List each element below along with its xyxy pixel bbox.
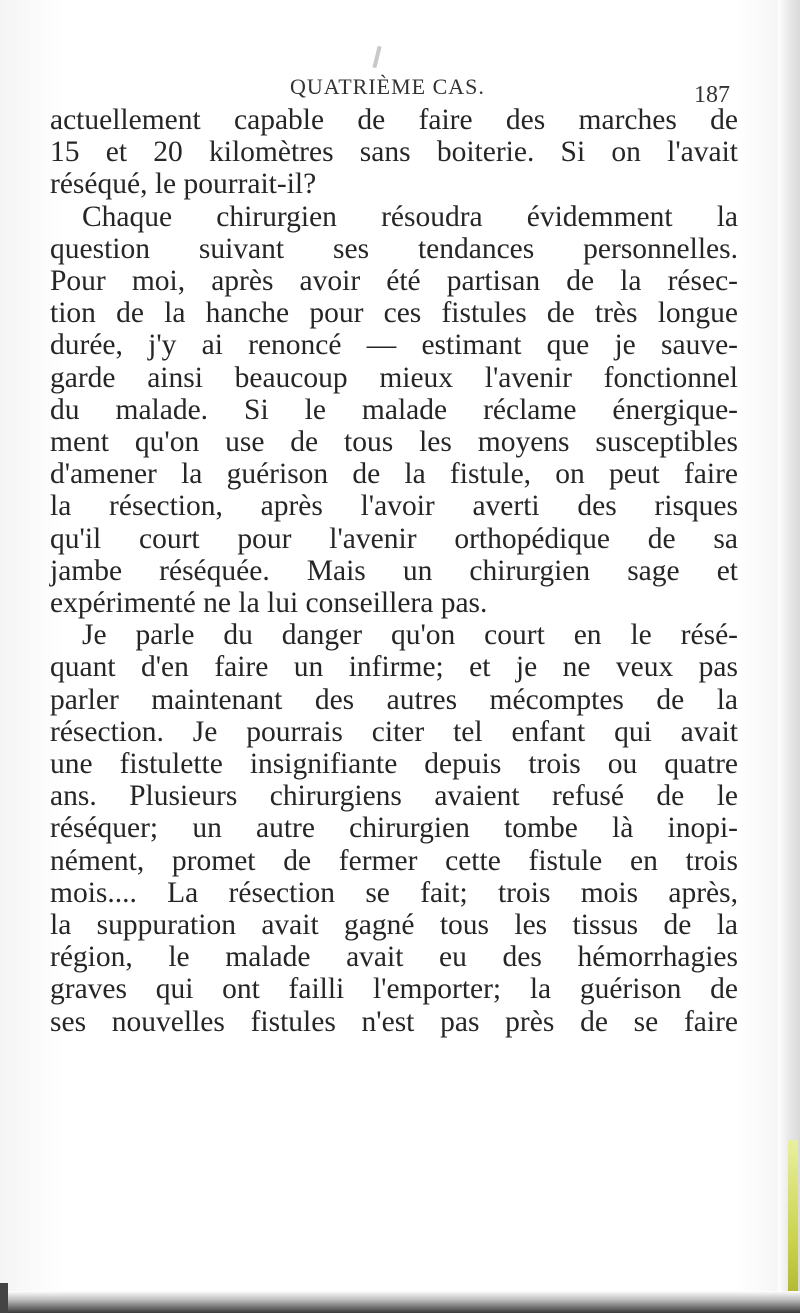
text-line: région, le malade avait eu des hémorrhagies xyxy=(50,941,738,974)
body-text xyxy=(50,104,738,1038)
text-line: Pour moi, après avoir été partisan de la résec- xyxy=(50,265,738,298)
text-line: d'amener la guérison de la fistule, on peut faire xyxy=(50,458,738,491)
text-line: du malade. Si le malade réclame énergique- xyxy=(50,393,738,426)
text-line: expérimenté ne la lui conseillera pas. xyxy=(50,587,488,620)
text-line: ses nouvelles fistules n'est pas près de se faire xyxy=(50,1005,738,1038)
text-line: Je parle du danger qu'on court en le résé- xyxy=(82,619,738,652)
text-line: Chaque chirurgien résoudra évidemment la xyxy=(82,200,738,233)
text-line: tion de la hanche pour ces fistules de très longue xyxy=(50,297,738,330)
text-line: question suivant ses tendances personnelles. xyxy=(50,232,738,265)
text-line: mois.... La résection se fait; trois mois après, xyxy=(50,876,738,909)
page-number: 187 xyxy=(694,82,730,108)
text-line: durée, j'y ai renoncé — estimant que je sauve- xyxy=(50,329,738,362)
text-line: ans. Plusieurs chirurgiens avaient refusé de le xyxy=(50,780,738,813)
text-line: garde ainsi beaucoup mieux l'avenir fonctionnel xyxy=(50,361,738,394)
text-line: réséqué, le pourrait-il? xyxy=(50,168,317,201)
text-line: la résection, après l'avoir averti des risques xyxy=(50,490,738,523)
page-corner-shadow xyxy=(0,1283,8,1313)
running-title: QUATRIÈME CAS. xyxy=(290,74,485,99)
text-line: jambe réséquée. Mais un chirurgien sage et xyxy=(50,554,738,587)
text-line: résection. Je pourrais citer tel enfant qui avait xyxy=(50,715,738,748)
text-line: quant d'en faire un infirme; et je ne veux pas xyxy=(50,651,738,684)
text-line: actuellement capable de faire des marches de xyxy=(50,104,738,136)
text-line: graves qui ont failli l'emporter; la guérison de xyxy=(50,973,738,1006)
text-line: parler maintenant des autres mécomptes de la xyxy=(50,683,738,716)
text-line: ment qu'on use de tous les moyens susceptibles xyxy=(50,426,738,459)
text-line: 15 et 20 kilomètres sans boiterie. Si on l'avait xyxy=(50,136,738,169)
text-line: la suppuration avait gagné tous les tissus de la xyxy=(50,909,738,942)
binding-edge xyxy=(788,1140,798,1313)
text-line: réséquer; un autre chirurgien tombe là inopi- xyxy=(50,812,738,845)
paper-mark xyxy=(372,46,381,68)
text-line: nément, promet de fermer cette fistule en trois xyxy=(50,844,738,877)
page-edge-bottom xyxy=(0,1291,800,1313)
text-line: une fistulette insignifiante depuis trois ou quatre xyxy=(50,748,738,781)
page-header xyxy=(50,66,730,106)
text-line: qu'il court pour l'avenir orthopédique de sa xyxy=(50,522,738,555)
page-edge-right xyxy=(778,0,800,1313)
